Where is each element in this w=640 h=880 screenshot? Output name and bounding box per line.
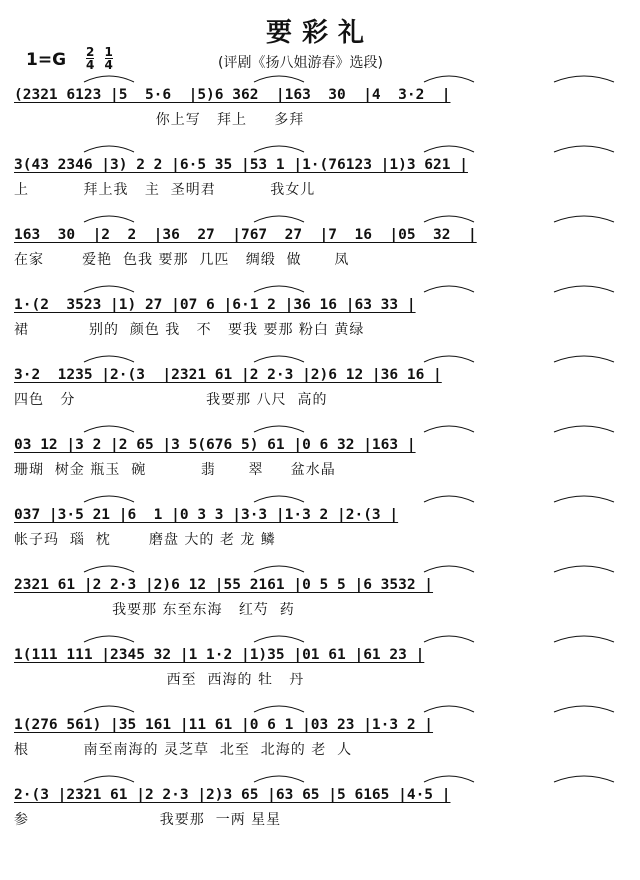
- lyrics-line: 裙 别的 颜色 我 不 要我 要那 粉白 黄绿: [14, 322, 365, 338]
- slur: [254, 496, 304, 502]
- song-title: 要彩礼: [265, 18, 374, 48]
- score-row: [14, 504, 626, 550]
- slur: [424, 146, 474, 152]
- meter-denominator: 4: [104, 58, 113, 72]
- slur: [424, 636, 474, 642]
- slur: [84, 426, 134, 432]
- slur-marks: [14, 350, 626, 364]
- score-row: [14, 224, 626, 270]
- score-row: [14, 154, 626, 200]
- slur: [254, 286, 304, 292]
- slur: [424, 496, 474, 502]
- slur: [554, 216, 614, 222]
- score-row: [14, 644, 626, 690]
- slur: [84, 776, 134, 782]
- slur: [84, 76, 134, 82]
- lyrics-line: 你上写 拜上 多拜: [14, 112, 305, 128]
- slur: [84, 146, 134, 152]
- lyrics-line: 我要那 东至东海 红芍 药: [14, 602, 295, 618]
- slur: [254, 146, 304, 152]
- slur: [84, 356, 134, 362]
- key-signature: 1=G: [26, 50, 67, 70]
- slur: [424, 706, 474, 712]
- slur: [254, 566, 304, 572]
- jianpu-notes: 1·(2 3523 |1) 27 |07 6 |6·1 2 |36 16 |63 33 |: [14, 297, 416, 313]
- meter-2-4: [86, 46, 94, 71]
- slur-marks: [14, 700, 626, 714]
- slur: [424, 356, 474, 362]
- slur: [424, 286, 474, 292]
- slur-marks: [14, 490, 626, 504]
- jianpu-notes: 037 |3·5 21 |6 1 |0 3 3 |3·3 |1·3 2 |2·(3 |: [14, 507, 399, 523]
- slur: [84, 636, 134, 642]
- meter-numerator: 1: [104, 45, 113, 59]
- slur-marks: [14, 630, 626, 644]
- slur-marks: [14, 420, 626, 434]
- score-row: [14, 434, 626, 480]
- lyrics-line: 上 拜上我 主 圣明君 我女儿: [14, 182, 316, 198]
- slur: [254, 636, 304, 642]
- slur-marks: [14, 560, 626, 574]
- slur: [84, 706, 134, 712]
- jianpu-notes: 03 12 |3 2 |2 65 |3 5(676 5) 61 |0 6 32 |163 |: [14, 437, 416, 453]
- score-row: [14, 84, 626, 130]
- slur: [254, 216, 304, 222]
- jianpu-notes: 1(276 561) |35 161 |11 61 |0 6 1 |03 23 |1·3 2 |: [14, 717, 434, 733]
- jianpu-notes: 1(111 111 |2345 32 |1 1·2 |1)35 |01 61 |61 23 |: [14, 647, 425, 663]
- slur: [254, 426, 304, 432]
- score-row: [14, 784, 626, 830]
- lyrics-line: 根 南至南海的 灵芝草 北至 北海的 老 人: [14, 742, 353, 758]
- slur-marks: [14, 210, 626, 224]
- jianpu-notes: 3·2 1235 |2·(3 |2321 61 |2 2·3 |2)6 12 |36 16 |: [14, 367, 442, 383]
- jianpu-notes: 2321 61 |2 2·3 |2)6 12 |55 2161 |0 5 5 |6 3532 |: [14, 577, 434, 593]
- slur: [554, 706, 614, 712]
- lyrics-line: 参 我要那 一两 星星: [14, 812, 282, 828]
- jianpu-notes: (2321 6123 |5 5·6 |5)6 362 |163 30 |4 3·2 |: [14, 87, 451, 103]
- jianpu-notes: 163 30 |2 2 |36 27 |767 27 |7 16 |05 32 |: [14, 227, 477, 243]
- slur: [554, 76, 614, 82]
- slur: [424, 216, 474, 222]
- slur: [554, 496, 614, 502]
- slur-marks: [14, 280, 626, 294]
- jianpu-notes: 2·(3 |2321 61 |2 2·3 |2)3 65 |63 65 |5 6165 |4·5 |: [14, 787, 451, 803]
- slur: [554, 776, 614, 782]
- slur: [254, 706, 304, 712]
- score-row: [14, 294, 626, 340]
- meter-numerator: 2: [86, 45, 95, 59]
- slur: [84, 566, 134, 572]
- slur: [254, 776, 304, 782]
- score-row: [14, 364, 626, 410]
- lyrics-line: 四色 分 我要那 八尺 高的: [14, 392, 328, 408]
- slur-marks: [14, 140, 626, 154]
- slur: [254, 76, 304, 82]
- slur: [554, 636, 614, 642]
- lyrics-line: 帐子玛 瑙 枕 磨盘 大的 老 龙 鳞: [14, 532, 276, 548]
- slur-marks: [14, 70, 626, 84]
- lyrics-line: 珊瑚 树金 瓶玉 碗 翡 翠 盆水晶: [14, 462, 336, 478]
- time-signature: [86, 46, 119, 71]
- slur: [554, 286, 614, 292]
- slur: [424, 776, 474, 782]
- score-row: [14, 574, 626, 620]
- jianpu-notes: 3(43 2346 |3) 2 2 |6·5 35 |53 1 |1·(76123 |1)3 621 |: [14, 157, 468, 173]
- slur: [424, 426, 474, 432]
- slur: [554, 426, 614, 432]
- score-row: [14, 714, 626, 760]
- slur: [554, 146, 614, 152]
- lyrics-line: 西至 西海的 牡 丹: [14, 672, 305, 688]
- slur-marks: [14, 770, 626, 784]
- slur: [424, 566, 474, 572]
- slur: [84, 216, 134, 222]
- slur: [84, 286, 134, 292]
- slur: [84, 496, 134, 502]
- slur: [254, 356, 304, 362]
- slur: [554, 566, 614, 572]
- meter-1-4: [105, 46, 113, 71]
- meter-denominator: 4: [86, 58, 95, 72]
- slur: [554, 356, 614, 362]
- lyrics-line: 在家 爱艳 色我 要那 几匹 绸缎 做 凤: [14, 252, 350, 268]
- source-note: (评剧《扬八姐游春》选段): [218, 55, 383, 71]
- slur: [424, 76, 474, 82]
